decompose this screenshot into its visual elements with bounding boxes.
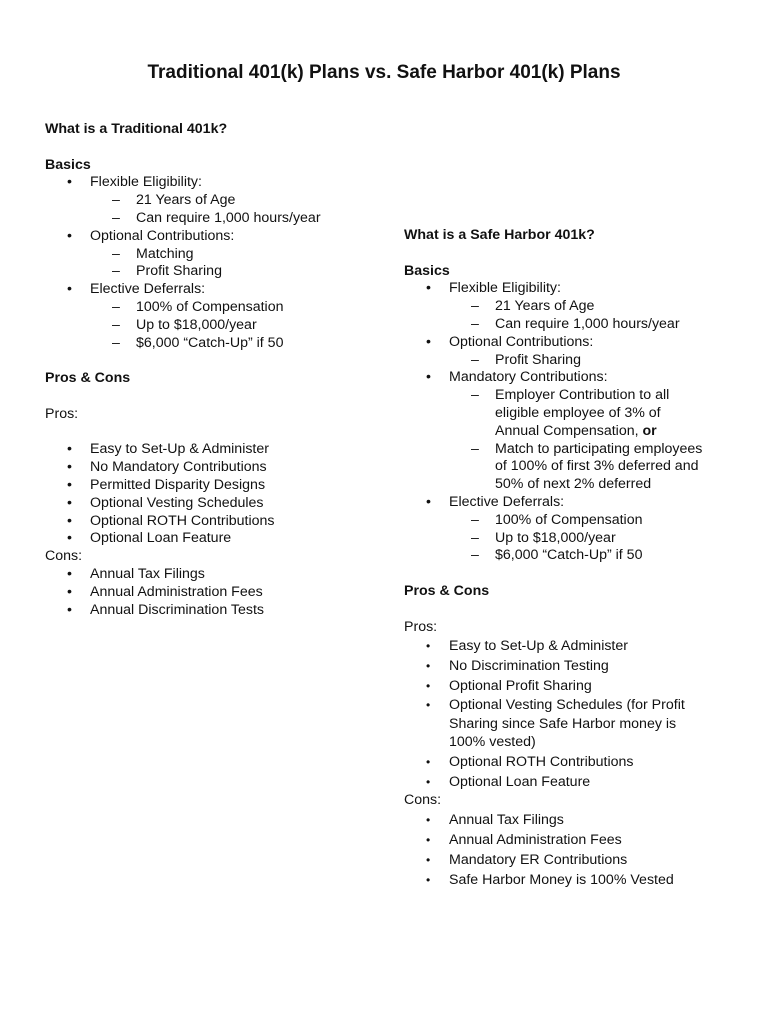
list-item: • Elective Deferrals: xyxy=(426,493,565,510)
list-item: • Optional Loan Feature xyxy=(426,773,591,790)
list-item: • Flexible Eligibility: xyxy=(426,280,561,297)
list-item: – Can require 1,000 hours/year xyxy=(471,315,680,332)
list-item: • Optional Loan Feature xyxy=(67,530,232,547)
list-item: • Elective Deferrals: xyxy=(67,281,206,298)
traditional-pros-label: Pros: xyxy=(45,405,79,422)
traditional-pros-cons-heading: Pros & Cons xyxy=(45,370,131,387)
list-item: • Easy to Set-Up & Administer xyxy=(67,441,269,458)
list-item: • Mandatory Contributions: xyxy=(426,369,608,386)
list-item: • Optional ROTH Contributions xyxy=(426,753,634,770)
list-item: – Matching xyxy=(112,245,194,262)
list-item: • No Mandatory Contributions xyxy=(67,459,267,476)
traditional-cons-label: Cons: xyxy=(45,548,83,565)
list-item: – Employer Contribution to all eligible employee of 3% of Annual Compensation, or xyxy=(471,387,670,439)
safe-harbor-heading: What is a Safe Harbor 401k? xyxy=(404,227,595,243)
list-item: • Annual Discrimination Tests xyxy=(67,601,265,618)
safe-harbor-pros-label: Pros: xyxy=(404,618,438,635)
list-item: • Annual Administration Fees xyxy=(67,583,263,600)
list-item: – 100% of Compensation xyxy=(471,511,643,528)
list-item: • No Discrimination Testing xyxy=(426,658,609,675)
safe-harbor-basics-heading: Basics xyxy=(404,262,450,279)
list-item: – Can require 1,000 hours/year xyxy=(112,209,321,226)
list-item: – Up to $18,000/year xyxy=(112,316,257,333)
list-item: – Profit Sharing xyxy=(471,351,581,368)
list-item: • Safe Harbor Money is 100% Vested xyxy=(426,871,674,888)
safe-harbor-cons-label: Cons: xyxy=(404,791,442,808)
list-item: • Optional Contributions: xyxy=(426,333,594,350)
list-item: • Optional Contributions: xyxy=(67,227,235,244)
list-item: – Match to participating employees of 100% of first 3% deferred and 50% of next 2% deferred xyxy=(471,440,703,493)
traditional-column xyxy=(45,121,375,619)
list-item: • Optional Vesting Schedules xyxy=(67,494,264,511)
list-item: • Optional Vesting Schedules (for Profit Sharing since Safe Harbor money is 100% vested) xyxy=(426,697,685,751)
list-item: • Flexible Eligibility: xyxy=(67,174,202,191)
safe-harbor-column xyxy=(404,227,734,890)
safe-harbor-pros-cons-heading: Pros & Cons xyxy=(404,582,490,599)
list-item: – Up to $18,000/year xyxy=(471,529,616,546)
list-item: • Easy to Set-Up & Administer xyxy=(426,638,628,655)
list-item: – $6,000 “Catch-Up” if 50 xyxy=(471,547,643,564)
list-item: • Optional Profit Sharing xyxy=(426,678,592,695)
traditional-heading: What is a Traditional 401k? xyxy=(45,121,228,137)
list-item: • Mandatory ER Contributions xyxy=(426,851,628,868)
list-item: • Optional ROTH Contributions xyxy=(67,512,275,529)
list-item: – 21 Years of Age xyxy=(471,298,595,315)
list-item: • Annual Tax Filings xyxy=(67,565,205,582)
list-item: • Annual Tax Filings xyxy=(426,811,564,828)
list-item: • Annual Administration Fees xyxy=(426,831,622,848)
list-item: – 100% of Compensation xyxy=(112,298,284,315)
list-item: – 21 Years of Age xyxy=(112,192,236,209)
traditional-basics-heading: Basics xyxy=(45,156,91,173)
list-item: • Permitted Disparity Designs xyxy=(67,476,266,493)
page-title: Traditional 401(k) Plans vs. Safe Harbor 401(k) Plans xyxy=(147,62,621,83)
list-item: – Profit Sharing xyxy=(112,263,222,280)
list-item: – $6,000 “Catch-Up” if 50 xyxy=(112,334,284,351)
